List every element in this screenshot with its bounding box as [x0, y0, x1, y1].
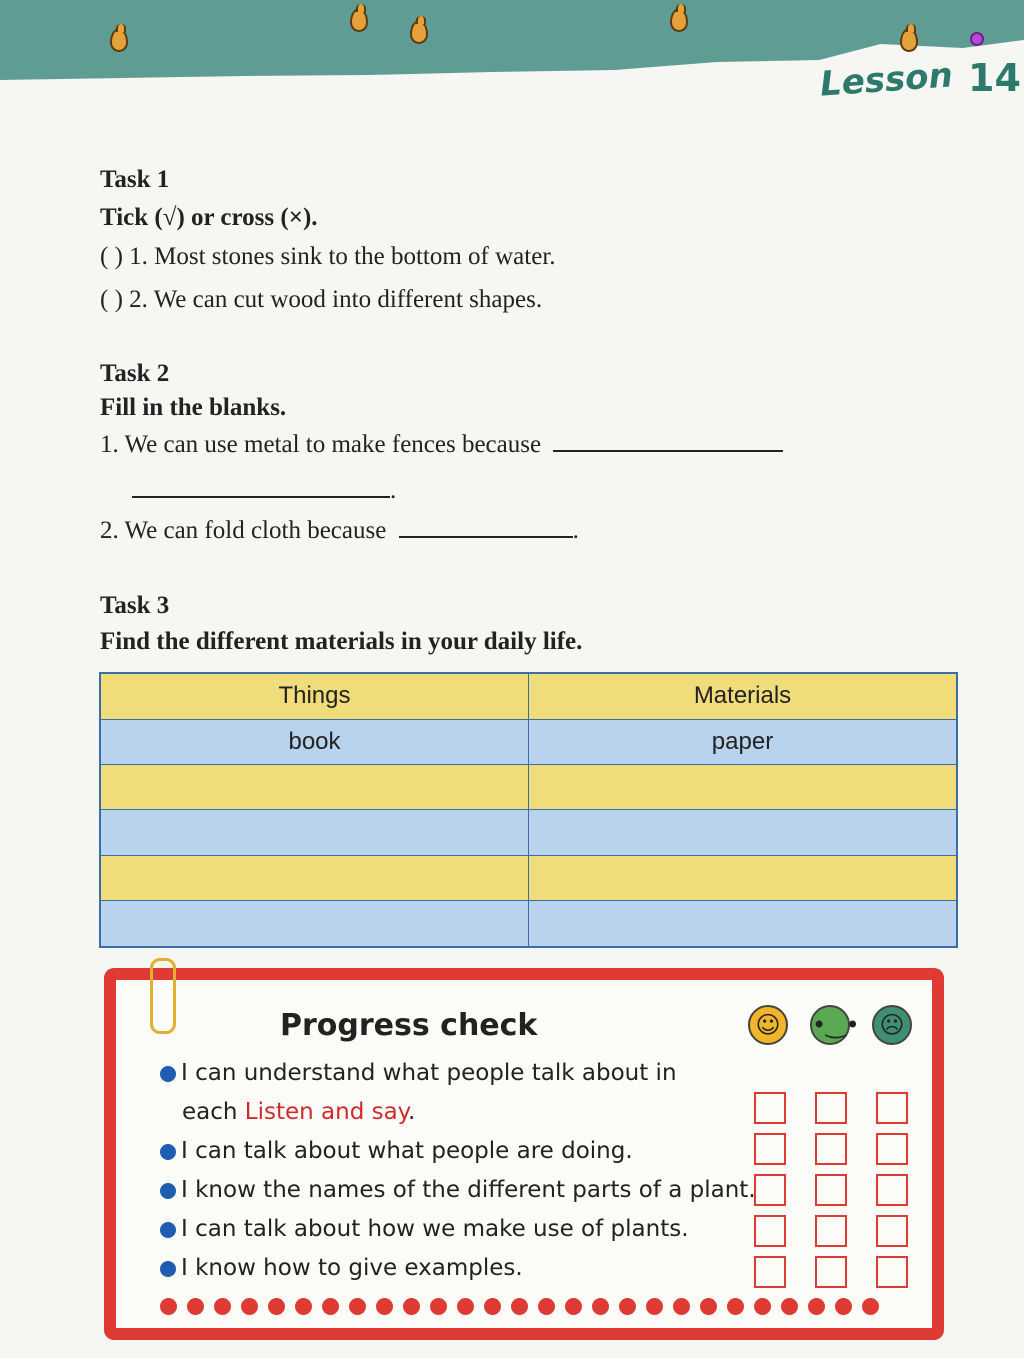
dot-icon [187, 1298, 204, 1315]
progress-item-5-text: I know how to give examples. [181, 1255, 523, 1281]
dot-icon [322, 1298, 339, 1315]
progress-check-title: Progress check [280, 1008, 538, 1043]
dot-icon [160, 1298, 177, 1315]
dot-icon [808, 1298, 825, 1315]
dot-icon [268, 1298, 285, 1315]
check-box[interactable] [815, 1174, 847, 1206]
table-row [100, 810, 957, 855]
lesson-number: 14 [968, 56, 1021, 100]
table-cell[interactable] [529, 764, 958, 809]
table-cell[interactable] [529, 810, 958, 855]
decorative-dots [160, 1298, 900, 1320]
check-box[interactable] [815, 1215, 847, 1247]
check-box[interactable] [876, 1215, 908, 1247]
dot-icon [511, 1298, 528, 1315]
dot-icon [754, 1298, 771, 1315]
task1-item-2[interactable]: ( ) 2. We can cut wood into different shapes. [100, 286, 543, 313]
task2-instruction: Fill in the blanks. [100, 394, 287, 421]
table-row [100, 764, 957, 809]
dot-icon [673, 1298, 690, 1315]
water-drop-icon [110, 28, 128, 52]
check-box[interactable] [815, 1092, 847, 1124]
task3-title: Task 3 [100, 592, 170, 619]
header-materials: Materials [529, 673, 958, 719]
progress-item-1-text: I can understand what people talk about in [181, 1060, 677, 1086]
progress-item-2-text: I can talk about what people are doing. [181, 1138, 633, 1164]
dot-icon [646, 1298, 663, 1315]
progress-item-1-text-b: each [182, 1099, 245, 1125]
dot-icon [376, 1298, 393, 1315]
lesson-label: Lesson [818, 55, 954, 105]
listen-and-say-link: Listen and say [244, 1099, 409, 1125]
dot-icon [538, 1298, 555, 1315]
table-row [100, 719, 957, 764]
dot-icon [862, 1298, 879, 1315]
table-cell[interactable] [100, 855, 529, 900]
table-cell[interactable] [529, 855, 958, 900]
dot-icon [484, 1298, 501, 1315]
answer-blank[interactable] [132, 474, 390, 498]
task1-instruction: Tick (√) or cross (×). [100, 204, 318, 231]
progress-item-3-text: I know the names of the different parts of a plant. [181, 1177, 756, 1203]
answer-blank[interactable] [399, 514, 573, 538]
check-box[interactable] [876, 1174, 908, 1206]
check-box[interactable] [754, 1256, 786, 1288]
bullet-icon [160, 1261, 176, 1277]
table-header-row [100, 673, 957, 719]
task2-title: Task 2 [100, 360, 170, 387]
materials-table [99, 672, 958, 948]
check-box[interactable] [876, 1133, 908, 1165]
dot-icon [835, 1298, 852, 1315]
table-cell[interactable] [529, 901, 958, 947]
dot-icon [727, 1298, 744, 1315]
task2-item-1 [100, 428, 783, 459]
check-box[interactable] [815, 1256, 847, 1288]
table-cell[interactable] [100, 810, 529, 855]
dot-icon [214, 1298, 231, 1315]
table-cell[interactable]: book [100, 719, 529, 764]
task2-item-1-continued: . [132, 474, 396, 505]
check-box[interactable] [754, 1133, 786, 1165]
check-box[interactable] [876, 1256, 908, 1288]
water-drop-icon [410, 20, 428, 44]
dot-icon [781, 1298, 798, 1315]
check-box[interactable] [754, 1092, 786, 1124]
dot-icon [592, 1298, 609, 1315]
progress-item-4 [160, 1216, 689, 1242]
sad-face-icon: ☹ [872, 1005, 912, 1045]
answer-blank[interactable] [553, 428, 783, 452]
dot-icon [403, 1298, 420, 1315]
paperclip-icon [150, 958, 176, 1034]
water-drop-icon [900, 28, 918, 52]
task1-title: Task 1 [100, 166, 170, 193]
progress-item-4-text: I can talk about how we make use of plants. [181, 1216, 689, 1242]
check-box[interactable] [815, 1133, 847, 1165]
progress-item-1 [160, 1060, 677, 1086]
table-cell[interactable] [100, 901, 529, 947]
table-row [100, 855, 957, 900]
header-things: Things [100, 673, 529, 719]
progress-item-1-continued [182, 1099, 415, 1125]
table-cell[interactable] [100, 764, 529, 809]
progress-item-5 [160, 1255, 523, 1281]
dot-icon [619, 1298, 636, 1315]
table-cell[interactable]: paper [529, 719, 958, 764]
water-drop-icon [350, 8, 368, 32]
bullet-icon [160, 1066, 176, 1082]
bullet-icon [160, 1183, 176, 1199]
bullet-icon [160, 1144, 176, 1160]
progress-item-1-end: . [408, 1099, 416, 1125]
dot-icon [295, 1298, 312, 1315]
progress-item-2 [160, 1138, 633, 1164]
check-box[interactable] [754, 1174, 786, 1206]
task2-item-2-text: 2. We can fold cloth because [100, 517, 387, 544]
progress-item-3 [160, 1177, 756, 1203]
dot-icon [700, 1298, 717, 1315]
task3-instruction: Find the different materials in your daily life. [100, 628, 583, 655]
pin-icon [970, 32, 984, 46]
check-box[interactable] [876, 1092, 908, 1124]
task1-item-1[interactable]: ( ) 1. Most stones sink to the bottom of water. [100, 243, 556, 270]
water-drop-icon [670, 8, 688, 32]
task2-item-2: 2. We can fold cloth because . [100, 514, 579, 545]
dot-icon [565, 1298, 582, 1315]
bullet-icon [160, 1222, 176, 1238]
neutral-face-icon: •‿• [810, 1005, 850, 1045]
task2-item-1-text: 1. We can use metal to make fences because [100, 431, 542, 458]
dot-icon [241, 1298, 258, 1315]
dot-icon [430, 1298, 447, 1315]
dot-icon [457, 1298, 474, 1315]
happy-face-icon: ☺ [748, 1005, 788, 1045]
dot-icon [349, 1298, 366, 1315]
table-row [100, 901, 957, 947]
check-box[interactable] [754, 1215, 786, 1247]
